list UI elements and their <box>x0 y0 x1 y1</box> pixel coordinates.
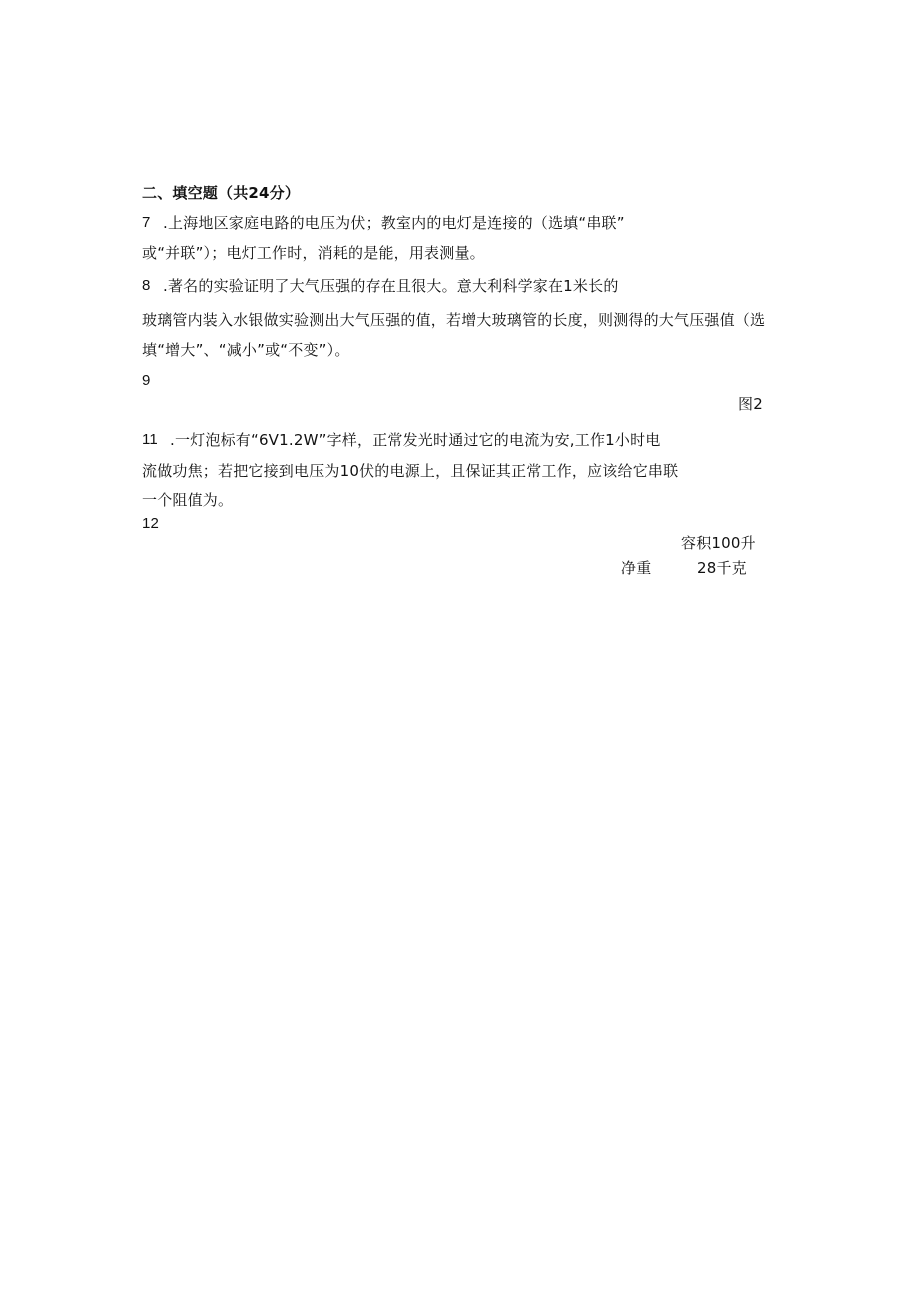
question-11-line-3: 一个阻值为。 <box>142 491 234 509</box>
question-8-line-1: .著名的实验证明了大气压强的存在且很大。意大利科学家在1米长的 <box>163 277 619 295</box>
question-8-line-3: 填“增大”、“减小”或“不变”）。 <box>142 341 350 359</box>
net-weight-value: 28千克 <box>697 559 747 577</box>
question-8-line-2: 玻璃管内装入水银做实验测出大气压强的值，若增大玻璃管的长度，则测得的大气压强值（选 <box>142 311 766 329</box>
figure-2-label: 图2 <box>738 395 763 413</box>
question-11-line-2: 流做功焦；若把它接到电压为10伏的电源上，且保证其正常工作，应该给它串联 <box>142 462 679 480</box>
question-11-number: 11 <box>142 431 158 448</box>
question-7-number: 7 <box>142 214 151 231</box>
section-title: 二、填空题（共24分） <box>142 184 301 202</box>
question-7-line-2: 或“并联”）；电灯工作时，消耗的是能，用表测量。 <box>142 244 485 262</box>
net-weight-label: 净重 <box>621 559 652 577</box>
question-11-line-1: .一灯泡标有“6V1.2W”字样，正常发光时通过它的电流为安,工作1小时电 <box>170 431 661 449</box>
question-7-line-1: .上海地区家庭电路的电压为伏；教室内的电灯是连接的（选填“串联” <box>163 214 625 232</box>
capacity-label: 容积100升 <box>681 534 756 552</box>
question-9-number: 9 <box>142 372 151 389</box>
question-8-number: 8 <box>142 277 151 294</box>
question-12-number: 12 <box>142 515 160 532</box>
